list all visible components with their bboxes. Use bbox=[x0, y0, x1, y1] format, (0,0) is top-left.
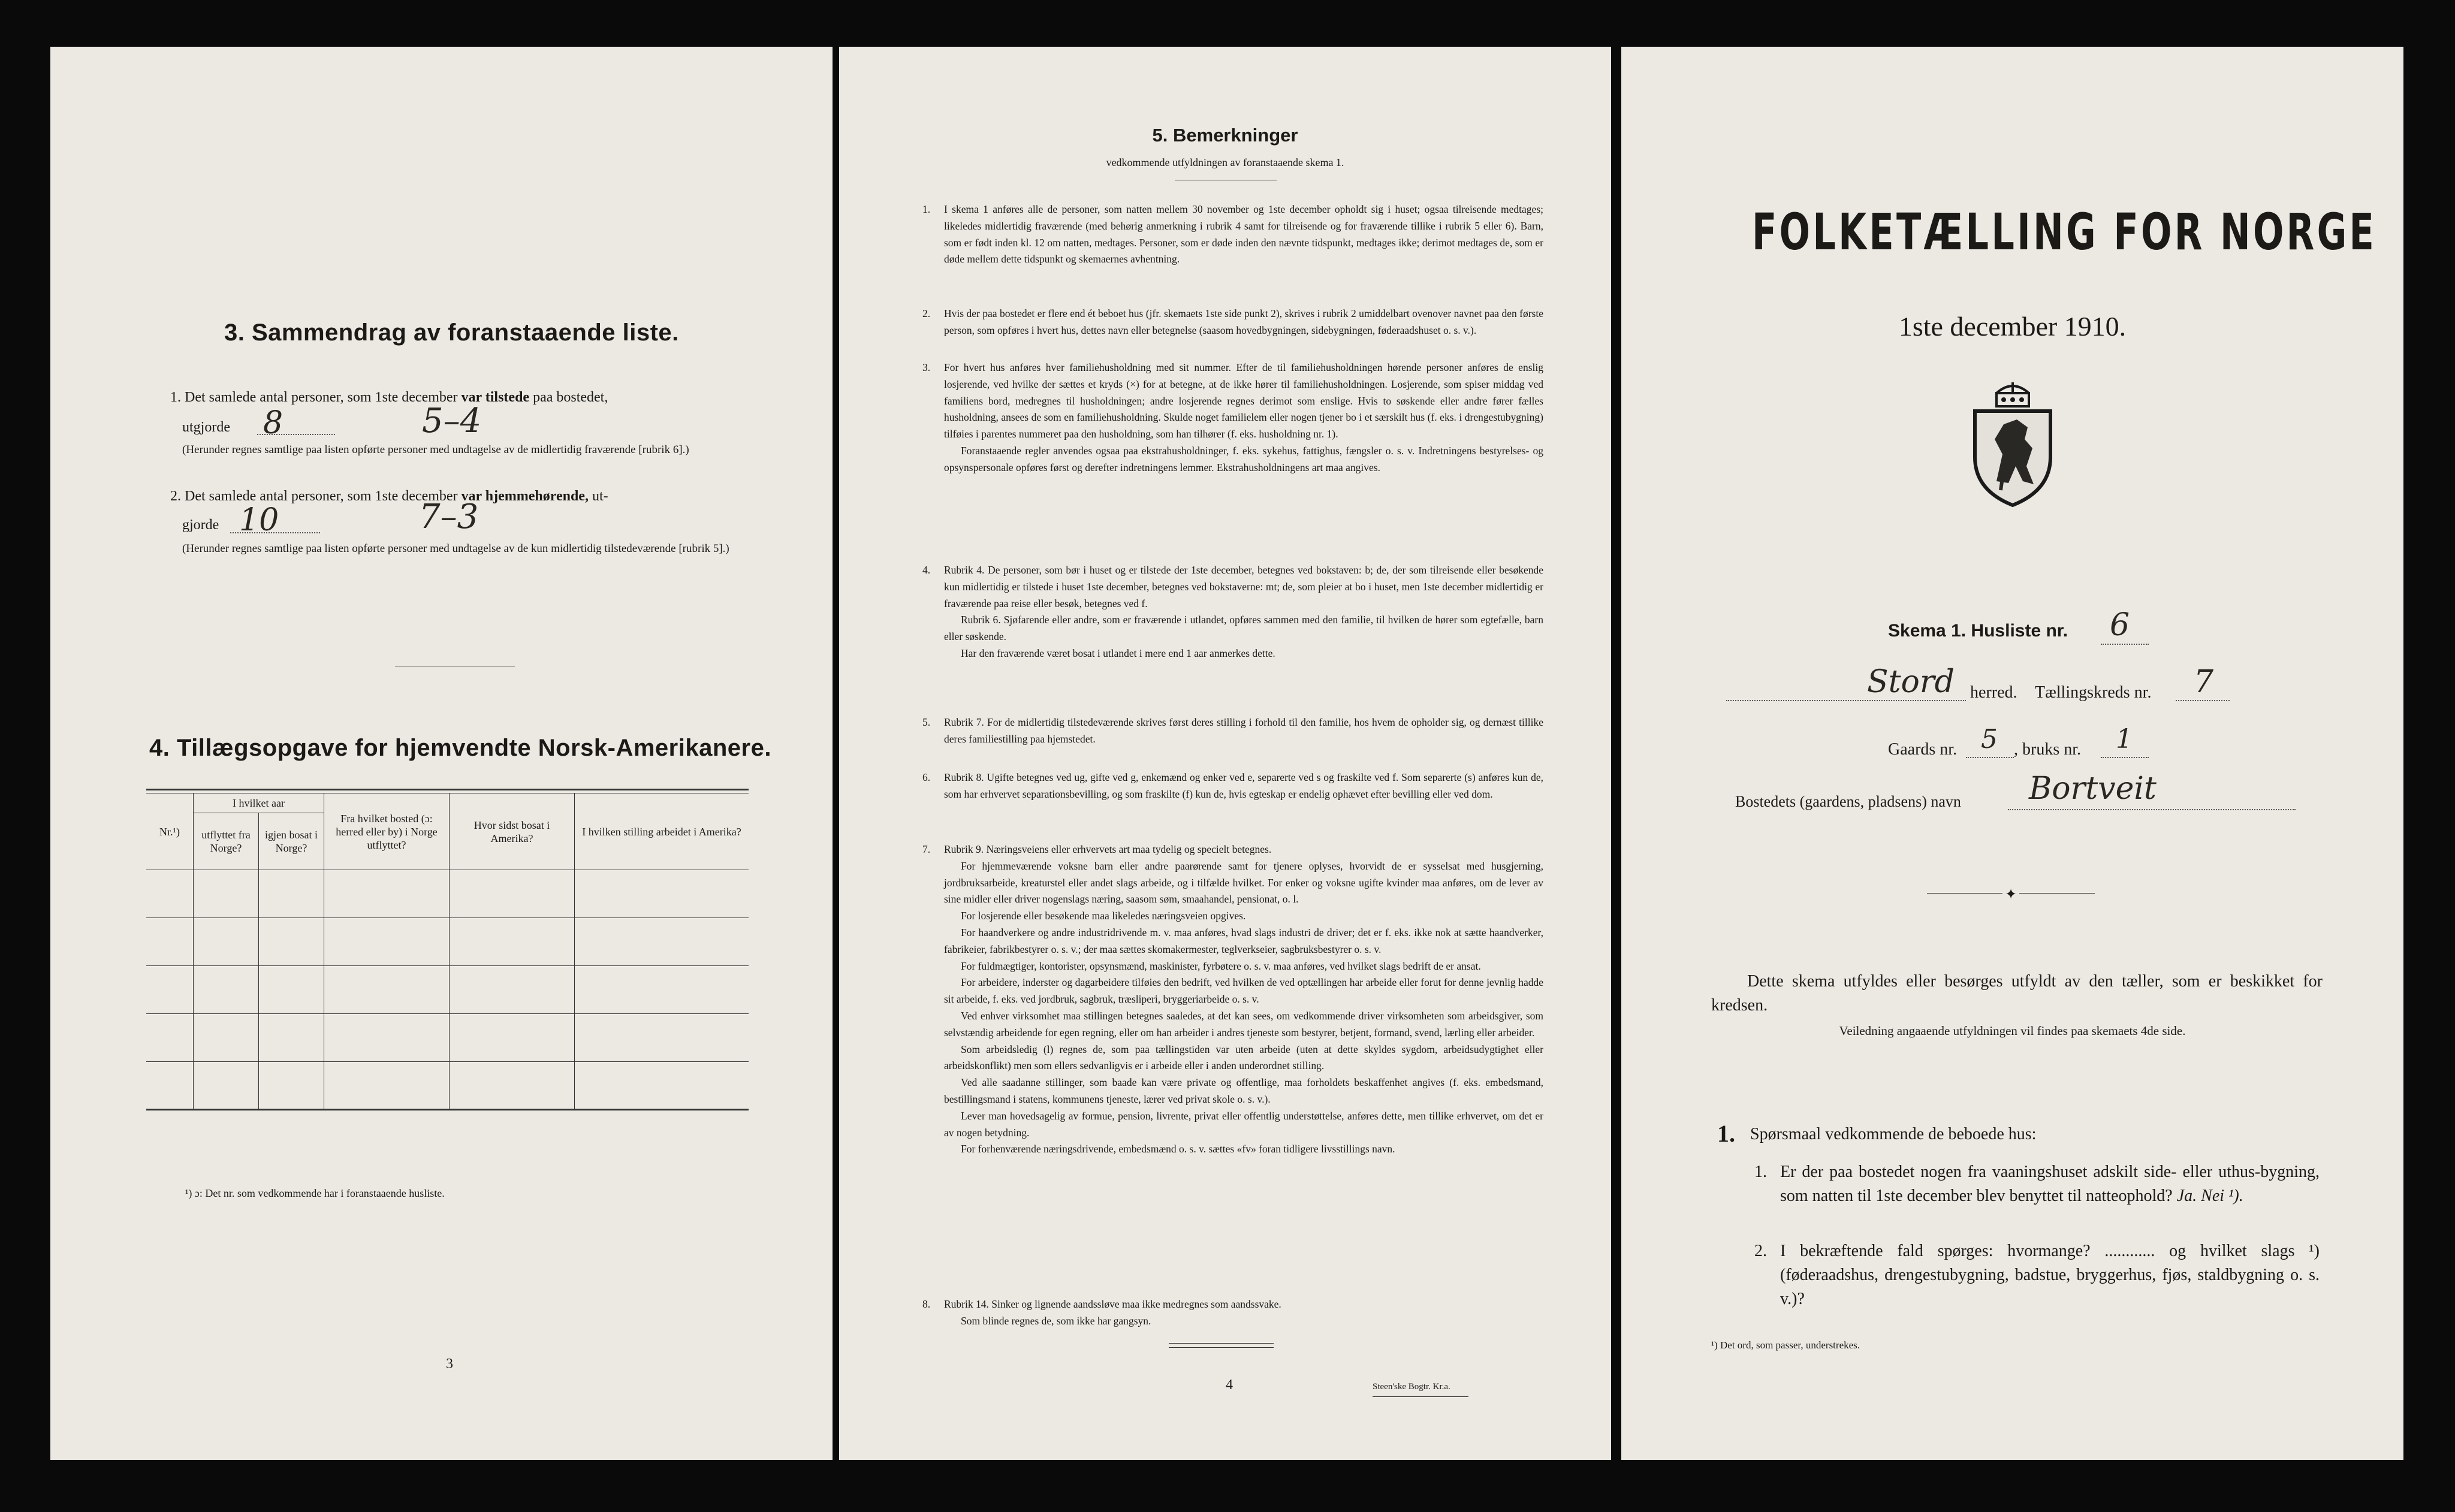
remark-text: Ved alle saadanne stillinger, som baade kan være private og offentlige, maa forholdets beskaffenhet angives (f. eks. embedsmand, bestillingsmand i statens, kommunens tjeneste, lærer ved privat skole o. s. v.). bbox=[944, 1076, 1543, 1105]
page-number-3: 3 bbox=[446, 1356, 453, 1372]
q2-handwritten-breakdown: 7–3 bbox=[419, 497, 479, 536]
left-page bbox=[50, 47, 833, 1460]
col-utflyttet: utflyttet fra Norge? bbox=[194, 813, 259, 870]
section-3-title: 3. Sammendrag av foranstaaende liste. bbox=[224, 319, 679, 346]
remark-num: 8. bbox=[922, 1298, 931, 1310]
remark-item-5 bbox=[922, 714, 1543, 748]
remark-text: For forhenværende næringsdrivende, embedsmænd o. s. v. sættes «fv» foran tidligere livsstillings navn. bbox=[961, 1143, 1395, 1155]
q1-number: 1. bbox=[1754, 1163, 1767, 1181]
remark-text: Hvis der paa bostedet er flere end ét beboet hus (jfr. skemaets 1ste side punkt 2), skrives i rubrik 2 umiddelbart ovenover navnet paa den første person, som opføres i hvert hus, dettes navn eller betegnelse (saasom hovedbygningen, sidebygningen, føderaadshuset o. s. v.). bbox=[944, 307, 1543, 336]
remark-text: Rubrik 9. Næringsveiens eller erhvervets art maa tydelig og specielt betegnes. bbox=[944, 843, 1272, 855]
table-row bbox=[146, 918, 749, 966]
q1-text-c: paa bostedet, bbox=[529, 390, 608, 405]
remark-item-8 bbox=[922, 1296, 1543, 1330]
kreds-line bbox=[2176, 700, 2230, 701]
table-row bbox=[146, 966, 749, 1014]
remark-item-7 bbox=[922, 841, 1543, 1158]
table-footnote: ¹) ɔ: Det nr. som vedkommende har i foranstaaende husliste. bbox=[185, 1187, 445, 1199]
remark-text: Rubrik 6. Sjøfarende eller andre, som er fraværende i utlandet, opføres sammen med den familie, til hvilken de hører som egtefælle, barn eller søskende. bbox=[944, 614, 1543, 643]
remark-text: Som blinde regnes de, som ikke har gangsyn. bbox=[961, 1314, 1151, 1327]
kreds-label: Tællingskreds nr. bbox=[2035, 683, 2152, 702]
right-footnote: ¹) Det ord, som passer, understrekes. bbox=[1711, 1339, 1860, 1351]
remark-text: Rubrik 8. Ugifte betegnes ved ug, gifte ved g, enkemænd og enker ved e, separerte ved s og fraskilte ved f. Som separerte (s) anføres kun de, som har erhvervet separationsbevilling, og som fraskilte (f) kun de, hvis egteskap er endelig ophævet efter bevilling eller ved dom. bbox=[944, 771, 1543, 800]
ornament-icon: ✦ bbox=[2002, 886, 2019, 903]
q1-house-text: Er der paa bostedet nogen fra vaaningshuset adskilt side- eller uthus-bygning, som natten til 1ste december blev benyttet til natteophold? bbox=[1780, 1163, 2320, 1205]
bruks-line bbox=[2101, 757, 2149, 758]
q1-handwritten-value: 8 bbox=[263, 405, 283, 441]
remark-text: Ved enhver virksomhet maa stillingen betegnes saaledes, at det kan sees, om vedkommende driver virksomheten som arbeidsgiver, som selvstændig arbeidende for egen regning, eller om han arbeider i andres tjeneste som bestyrer, betjent, formand, svend, lærling eller arbeider. bbox=[944, 1009, 1543, 1039]
remark-text: For arbeidere, inderster og dagarbeidere tilføies den bedrift, ved hvilken de ved optællingen har arbeide eller forut for denne jevnlig hadde sit arbeide, f. eks. ved jordbruk, sagbruk, træsliperi, bryggeriarbeide o. s. v. bbox=[944, 976, 1543, 1006]
right-page bbox=[1621, 47, 2403, 1460]
q1-handwritten-breakdown: 5–4 bbox=[422, 402, 482, 440]
col-nr: Nr.¹) bbox=[146, 793, 194, 870]
gaards-handwritten: 5 bbox=[1981, 724, 1998, 755]
q2-handwritten-value: 10 bbox=[239, 502, 279, 538]
table-top-rule bbox=[146, 789, 749, 790]
remark-num: 1. bbox=[922, 203, 931, 215]
census-date: 1ste december 1910. bbox=[1898, 311, 2127, 342]
col-fra-bosted: Fra hvilket bosted (ɔ: herred eller by) i Norge utflyttet? bbox=[324, 793, 450, 870]
remark-num: 3. bbox=[922, 361, 931, 373]
q1-utgjorde-label: utgjorde bbox=[182, 420, 230, 435]
remark-text: Rubrik 4. De personer, som bør i huset og er tilstede der 1ste december, betegnes ved bokstaven: b; de, der som tilreisende eller besøkende kun midlertidig er tilstede i huset 1ste december, betegnes ved bokstaverne: mt; de, som pleier at bo i huset, men 1ste december midlertidig er fraværende paa reise eller besøk, betegnes ved f. bbox=[944, 564, 1543, 609]
col-group-hvilket-aar: I hvilket aar bbox=[194, 793, 324, 813]
table-row bbox=[146, 1062, 749, 1110]
remark-num: 6. bbox=[922, 771, 931, 783]
norsk-amerikanere-table bbox=[146, 793, 749, 1110]
husliste-line bbox=[2101, 644, 2149, 645]
remark-text: For losjerende eller besøkende maa likeledes næringsveien opgives. bbox=[961, 910, 1246, 922]
instruction-guide: Veiledning angaaende utfyldningen vil findes paa skemaets 4de side. bbox=[1839, 1024, 2186, 1038]
printer-rule bbox=[1373, 1396, 1468, 1397]
col-igjen-bosat: igjen bosat i Norge? bbox=[259, 813, 324, 870]
norwegian-coat-of-arms-icon bbox=[1968, 382, 2058, 508]
table-row bbox=[146, 1014, 749, 1062]
col-stilling: I hvilken stilling arbeidet i Amerika? bbox=[575, 793, 749, 870]
q2-text-b: var hjemmehørende, bbox=[461, 488, 589, 504]
bruks-handwritten: 1 bbox=[2116, 724, 2133, 755]
remark-num: 5. bbox=[922, 716, 931, 728]
remark-item-4 bbox=[922, 562, 1543, 662]
bosted-line bbox=[2008, 809, 2296, 810]
remark-num: 2. bbox=[922, 307, 931, 319]
remark-text: I skema 1 anføres alle de personer, som natten mellem 30 november og 1ste december opholdt sig i huset; ogsaa tilreisende medtages; likeledes midlertidig fraværende (med behørig anmerkning i rubrik 4 samt for tilreisende og for fraværende tillike i rubrik 5 eller 6). Barn, som er født inden kl. 12 om natten, medtages. Personer, som er døde inden den nævnte tidspunkt, medtages ikke; derimot medtages de, som er døde mellem dette tidspunkt og skemaernes avhentning. bbox=[944, 203, 1543, 265]
q2-text-c: ut- bbox=[588, 488, 608, 504]
col-hvor-sidst: Hvor sidst bosat i Amerika? bbox=[450, 793, 575, 870]
questions-heading: Spørsmaal vedkommende de beboede hus: bbox=[1750, 1125, 2037, 1143]
remark-item-6 bbox=[922, 769, 1543, 803]
remarks-title: 5. Bemerkninger bbox=[1152, 125, 1298, 146]
q2-note: (Herunder regnes samtlige paa listen opførte personer med undtagelse av de kun midlertidig tilstedeværende [rubrik 5].) bbox=[182, 542, 729, 555]
remark-text: Som arbeidsledig (l) regnes de, som paa tællingstiden var uten arbeide (uten at dette skyldes sygdom, arbeidsudygtighet eller arbeidskonflikt) men som ellers sedvanligvis er i arbeide eller i anden underordnet stilling. bbox=[944, 1043, 1543, 1072]
remark-num: 4. bbox=[922, 564, 931, 576]
section-4-title: 4. Tillægsopgave for hjemvendte Norsk-Amerikanere. bbox=[149, 735, 771, 761]
remark-text: For hjemmeværende voksne barn eller andre paarørende samt for tjenere oplyses, hvorvidt de er sysselsat med husgjerning, jordbruksarbeide, kreaturstel eller andet slags arbeide, og i tilfælde hvilket. For enker og voksne ugifte kvinder maa anføres, om de lever av sine midler eller driver nogenslags næring, saasom søm, smaahandel, pensionat, o. l. bbox=[944, 859, 1543, 906]
bosted-handwritten: Bortveit bbox=[2029, 771, 2157, 807]
instruction-text: Dette skema utfyldes eller besørges utfyldt av den tæller, som er beskikket for kredsen. bbox=[1711, 972, 2323, 1015]
remark-text: For hvert hus anføres hver familiehusholdning med sit nummer. Efter de til familiehusholdningen hørende personer anføres de enslig losjerende, ved hvilke der sættes et kryds (×) for at betegne, at de ikke hører til familiehusholdningen. Losjerende, som spiser middag ved familiens bord, medregnes til husholdningen; andre losjerende regnes derimot som enslige. Hvis to søskende eller andre fører fælles husholdning, ansees de som en familiehusholdning. Skulde noget familielem eller nogen tjener bo i et særskilt hus (f. eks. i drengestubygning) tilføies i parentes nummeret paa den husholdning, som han tilhører (f. eks. husholdning nr. 1). bbox=[944, 361, 1543, 440]
remark-num: 7. bbox=[922, 843, 931, 855]
bottom-rule-2 bbox=[1169, 1347, 1274, 1348]
remark-text: Foranstaaende regler anvendes ogsaa paa ekstrahusholdninger, f. eks. sykehus, fattighus, fængsler o. s. v. Indretningens bestyrelses- og opsynspersonale opføres først og derefter indretningens lemmer. Ekstrahusholdningens art maa angives. bbox=[944, 444, 1543, 473]
herred-handwritten: Stord bbox=[1867, 664, 1955, 700]
remark-text: Rubrik 14. Sinker og lignende aandssløve maa ikke medregnes som aandssvake. bbox=[944, 1298, 1281, 1310]
bosted-label: Bostedets (gaardens, pladsens) navn bbox=[1735, 793, 1961, 810]
remark-item-2 bbox=[922, 306, 1543, 339]
q1-answer-options: Ja. Nei ¹). bbox=[2176, 1187, 2243, 1205]
q2-number: 2. bbox=[1754, 1242, 1767, 1260]
q1-text-a: 1. Det samlede antal personer, som 1ste december bbox=[170, 390, 462, 405]
census-title: FOLKETÆLLING FOR NORGE bbox=[1752, 203, 2377, 261]
remarks-subtitle: vedkommende utfyldningen av foranstaaende skema 1. bbox=[1106, 156, 1344, 168]
page-number-4: 4 bbox=[1226, 1377, 1233, 1393]
q2-house-question: I bekræftende fald spørges: hvormange? ............ og hvilket slags ¹) (føderaadshus, drengestubygning, badstue, bryggerhus, fjøs, staldbygning o. s. v.)? bbox=[1780, 1242, 2320, 1308]
herred-label: herred. bbox=[1970, 683, 2017, 702]
remark-text: Rubrik 7. For de midlertidig tilstedeværende skrives først deres stilling i forhold til den familie, hos hvem de opholder sig, og dernæst tillike deres familiestilling paa hjemstedet. bbox=[944, 716, 1543, 745]
remark-item-1 bbox=[922, 201, 1543, 268]
kreds-handwritten: 7 bbox=[2194, 664, 2214, 700]
remark-item-3 bbox=[922, 360, 1543, 476]
remark-text: Har den fraværende været bosat i utlandet i mere end 1 aar anmerkes dette. bbox=[961, 647, 1275, 659]
herred-line bbox=[1726, 700, 1966, 701]
bruks-label: , bruks nr. bbox=[2014, 740, 2081, 759]
printer-imprint: Steen'ske Bogtr. Kr.a. bbox=[1373, 1382, 1450, 1392]
skema-label: Skema 1. Husliste nr. bbox=[1888, 621, 2068, 641]
remark-text: Lever man hovedsagelig av formue, pension, livrente, privat eller offentlig understøttelse, anføres dette, men tillike erhvervet, om det er av nogen betydning. bbox=[944, 1109, 1543, 1139]
remark-text: For fuldmægtiger, kontorister, opsynsmænd, maskinister, fyrbøtere o. s. v. maa anføres, ved hvilket slags bedrift de er ansat. bbox=[961, 959, 1481, 972]
gaards-label: Gaards nr. bbox=[1888, 740, 1958, 759]
bottom-rule-1 bbox=[1169, 1343, 1274, 1344]
questions-number: 1. bbox=[1717, 1120, 1735, 1147]
q2-gjorde-label: gjorde bbox=[182, 517, 219, 533]
husliste-handwritten: 6 bbox=[2110, 607, 2130, 643]
q1-note: (Herunder regnes samtlige paa listen opførte personer med undtagelse av de midlertidig fraværende [rubrik 6].) bbox=[182, 443, 689, 456]
q2-text-a: 2. Det samlede antal personer, som 1ste december bbox=[170, 488, 462, 504]
gaards-line bbox=[1966, 757, 2014, 758]
q1-text-b: var tilstede bbox=[461, 390, 530, 405]
middle-page bbox=[839, 47, 1611, 1460]
q1-house-question bbox=[1780, 1160, 2320, 1208]
remark-text: For haandverkere og andre industridrivende m. v. maa anføres, hvad slags industri de driver; det er f. eks. ikke nok at sætte haandverker, fabrikeier, fabrikbestyrer o. s. v.; der maa sættes skomakermester, teglverkseier, sagbruksbestyrer o. s. v. bbox=[944, 926, 1543, 955]
table-row bbox=[146, 870, 749, 918]
